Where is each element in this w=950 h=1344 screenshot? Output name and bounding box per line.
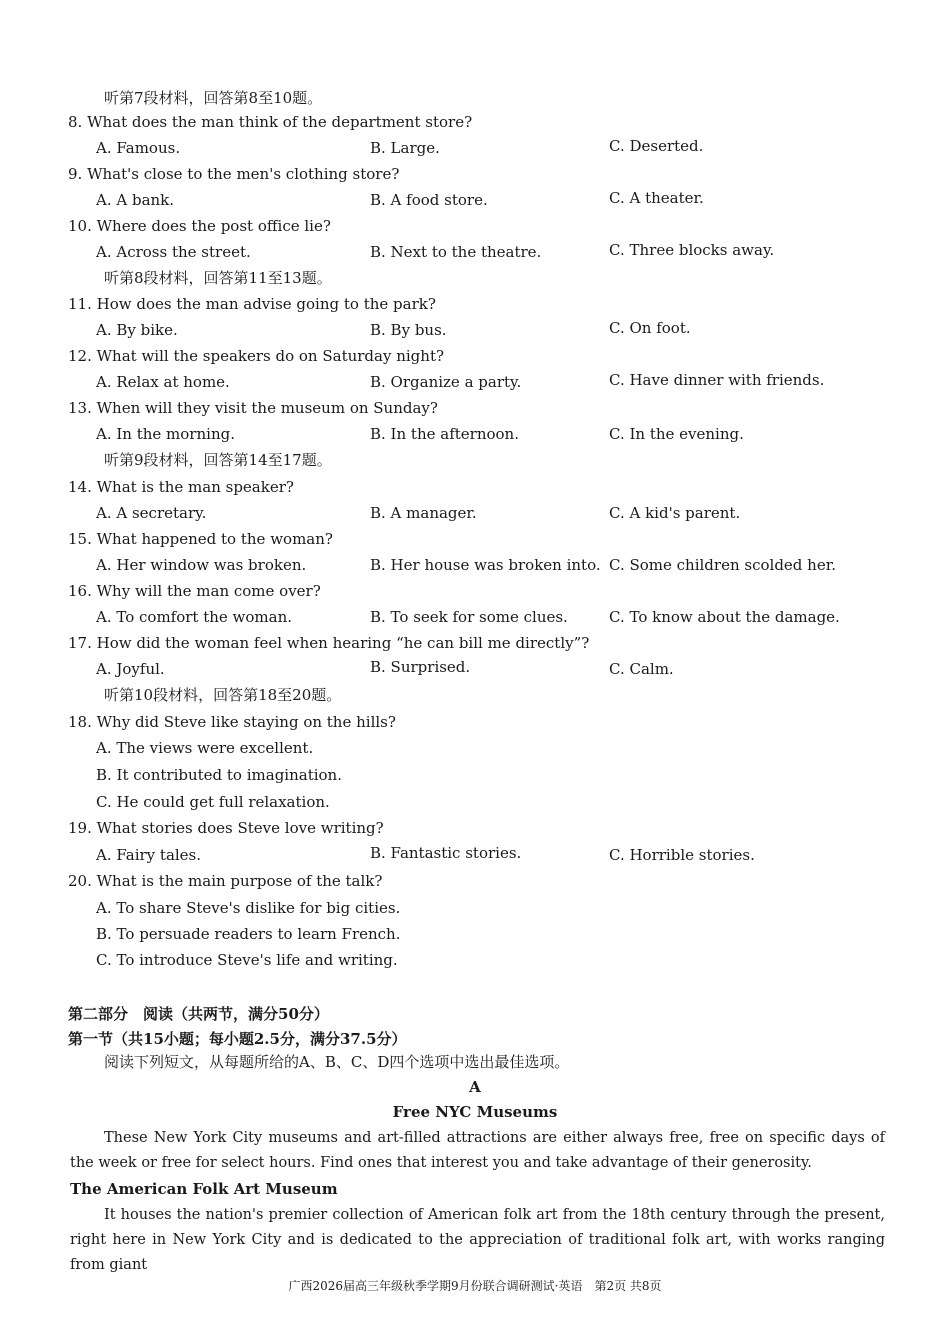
option-a: A. To share Steve's dislike for big cities. — [96, 899, 401, 917]
instruction-text: 听第7段材料，回答第8至10题。 — [104, 89, 323, 107]
option-a: A. Relax at home. — [96, 373, 230, 391]
option-c: C. On foot. — [609, 319, 691, 337]
option-c: C. Deserted. — [609, 137, 704, 155]
option-a: A. A bank. — [96, 191, 175, 209]
option-a: A. By bike. — [96, 321, 178, 339]
option-a: A. Her window was broken. — [96, 556, 307, 574]
reading-instruction: 阅读下列短文，从每题所给的A、B、C、D四个选项中选出最佳选项。 — [104, 1053, 570, 1071]
option-b: B. To persuade readers to learn French. — [96, 925, 401, 943]
option-b: B. Large. — [370, 139, 440, 157]
option-b: B. Organize a party. — [370, 373, 522, 391]
option-c: C. Three blocks away. — [609, 241, 775, 259]
instruction-text: 听第8段材料，回答第11至13题。 — [104, 269, 332, 287]
passage-intro: These New York City museums and art-filled attractions are either always free, free on specific days of the week or free for select hours. Find ones that interest you and take advantage of their generosity. — [70, 1130, 885, 1171]
question-12: 12. What will the speakers do on Saturday night? — [68, 347, 445, 365]
question-20: 20. What is the main purpose of the talk? — [68, 872, 383, 890]
option-b: B. Surprised. — [370, 658, 471, 676]
option-b: B. By bus. — [370, 321, 447, 339]
option-b: B. It contributed to imagination. — [96, 766, 342, 784]
section-one-title: 第一节（共15小题；每小题2.5分，满分37.5分） — [68, 1030, 407, 1048]
option-b: B. To seek for some clues. — [370, 608, 568, 626]
option-a: A. Fairy tales. — [96, 846, 202, 864]
option-b: B. Her house was broken into. — [370, 556, 601, 574]
question-17: 17. How did the woman feel when hearing “he can bill me directly”? — [68, 634, 590, 652]
option-a: A. A secretary. — [96, 504, 207, 522]
museum-subheading: The American Folk Art Museum — [70, 1180, 338, 1198]
option-b: B. Fantastic stories. — [370, 844, 522, 862]
question-16: 16. Why will the man come over? — [68, 582, 321, 600]
option-a: A. Famous. — [96, 139, 181, 157]
question-19: 19. What stories does Steve love writing? — [68, 819, 384, 837]
option-b: B. Next to the theatre. — [370, 243, 542, 261]
page-footer: 广西2026届高三年级秋季学期9月份联合调研测试·英语 第2页 共8页 — [288, 1279, 662, 1293]
passage-title: Free NYC Museums — [392, 1103, 558, 1121]
option-b: B. A manager. — [370, 504, 477, 522]
option-a: A. Across the street. — [96, 243, 251, 261]
part-two-title: 第二部分 阅读（共两节，满分50分） — [68, 1005, 329, 1023]
option-b: B. In the afternoon. — [370, 425, 519, 443]
option-a: A. Joyful. — [96, 660, 165, 678]
question-15: 15. What happened to the woman? — [68, 530, 333, 548]
option-c: C. He could get full relaxation. — [96, 793, 330, 811]
question-10: 10. Where does the post office lie? — [68, 217, 331, 235]
option-c: C. In the evening. — [609, 425, 744, 443]
question-18: 18. Why did Steve like staying on the hills? — [68, 713, 396, 731]
option-c: C. Have dinner with friends. — [609, 371, 825, 389]
option-c: C. A theater. — [609, 189, 704, 207]
option-b: B. A food store. — [370, 191, 488, 209]
instruction-text: 听第10段材料，回答第18至20题。 — [104, 686, 342, 704]
passage-body: It houses the nation's premier collection of American folk art from the 18th century through the present, right here in New York City and is dedicated to the appreciation of traditional folk art, with works ranging from giant — [70, 1207, 885, 1273]
option-c: C. A kid's parent. — [609, 504, 741, 522]
option-c: C. To introduce Steve's life and writing. — [96, 951, 398, 969]
option-a: A. To comfort the woman. — [96, 608, 293, 626]
question-13: 13. When will they visit the museum on Sunday? — [68, 399, 438, 417]
option-c: C. Some children scolded her. — [609, 556, 836, 574]
option-c: C. Horrible stories. — [609, 846, 755, 864]
question-9: 9. What's close to the men's clothing store? — [68, 165, 400, 183]
passage-label: A — [469, 1078, 481, 1096]
question-14: 14. What is the man speaker? — [68, 478, 294, 496]
option-c: C. To know about the damage. — [609, 608, 840, 626]
option-a: A. In the morning. — [96, 425, 235, 443]
instruction-text: 听第9段材料，回答第14至17题。 — [104, 451, 332, 469]
question-11: 11. How does the man advise going to the park? — [68, 295, 436, 313]
option-c: C. Calm. — [609, 660, 674, 678]
question-8: 8. What does the man think of the department store? — [68, 113, 473, 131]
option-a: A. The views were excellent. — [96, 739, 314, 757]
